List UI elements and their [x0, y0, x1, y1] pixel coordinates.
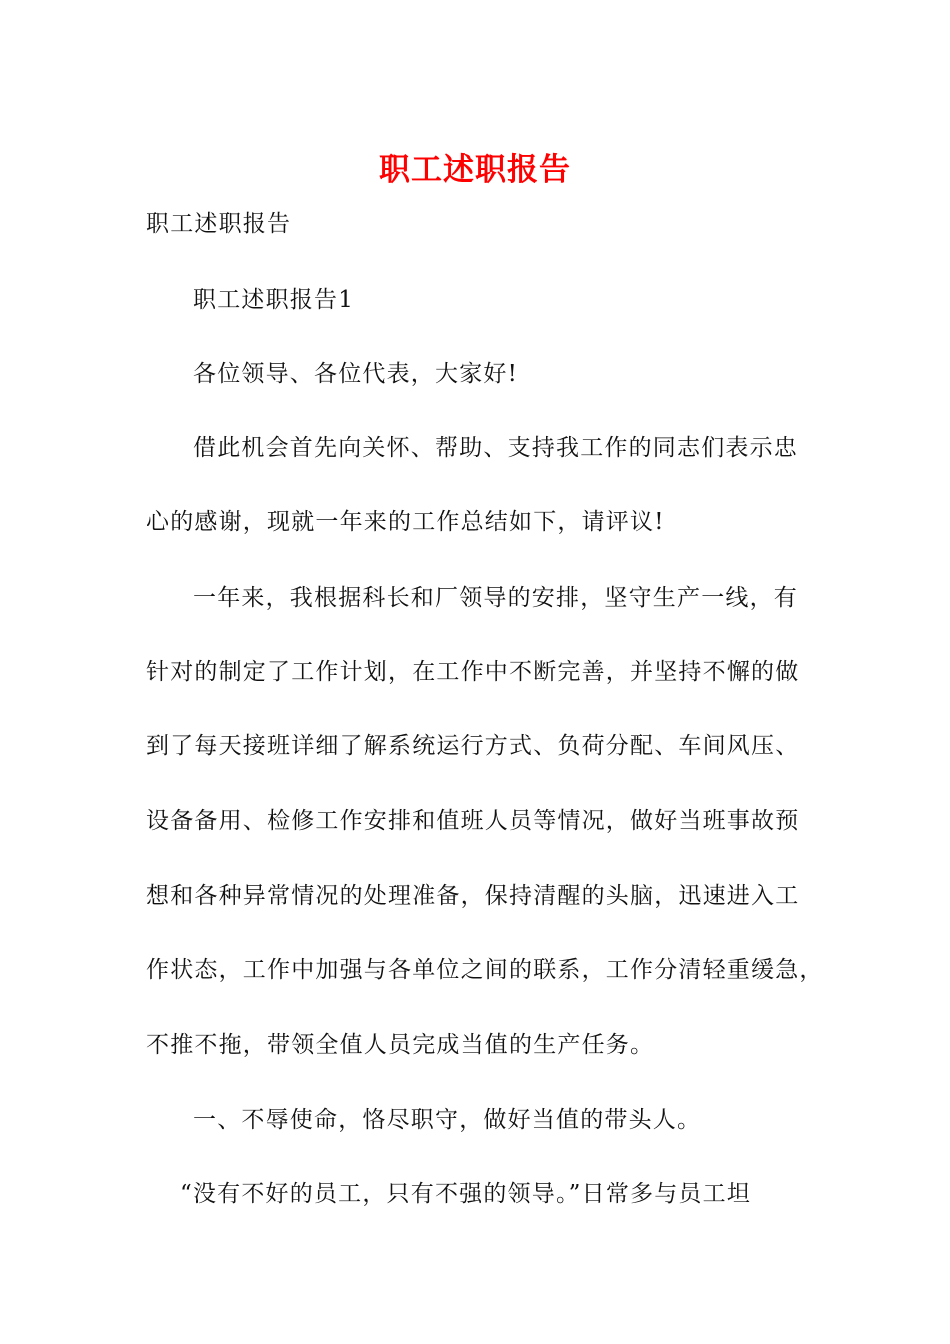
paragraph-line: 不推不拖，带领全值人员完成当值的生产任务。 — [146, 1032, 655, 1058]
paragraph-line: 一年来，我根据科长和厂领导的安排，坚守生产一线，有 — [193, 585, 798, 611]
paragraph-line: 设备备用、检修工作安排和值班人员等情况，做好当班事故预 — [146, 808, 800, 834]
paragraph-line: 到了每天接班详细了解系统运行方式、负荷分配、车间风压、 — [146, 733, 800, 759]
subtitle-line: 职工述职报告 — [146, 211, 292, 237]
paragraph-line: 心的感谢，现就一年来的工作总结如下，请评议! — [146, 509, 665, 535]
paragraph-line: “没有不好的员工，只有不强的领导。”日常多与员工坦 — [180, 1181, 752, 1207]
report-heading-line: 职工述职报告1 — [193, 287, 355, 313]
paragraph-line: 作状态，工作中加强与各单位之间的联系，工作分清轻重缓急， — [146, 957, 824, 983]
paragraph-line: 针对的制定了工作计划，在工作中不断完善，并坚持不懈的做 — [146, 659, 800, 685]
paragraph-line: 借此机会首先向关怀、帮助、支持我工作的同志们表示忠 — [193, 435, 798, 461]
paragraph-line: 想和各种异常情况的处理准备，保持清醒的头脑，迅速进入工 — [146, 883, 800, 909]
document-title: 职工述职报告 — [379, 152, 571, 188]
greeting-line: 各位领导、各位代表，大家好! — [193, 361, 519, 387]
section-heading-line: 一、不辱使命，恪尽职守，做好当值的带头人。 — [193, 1107, 702, 1133]
